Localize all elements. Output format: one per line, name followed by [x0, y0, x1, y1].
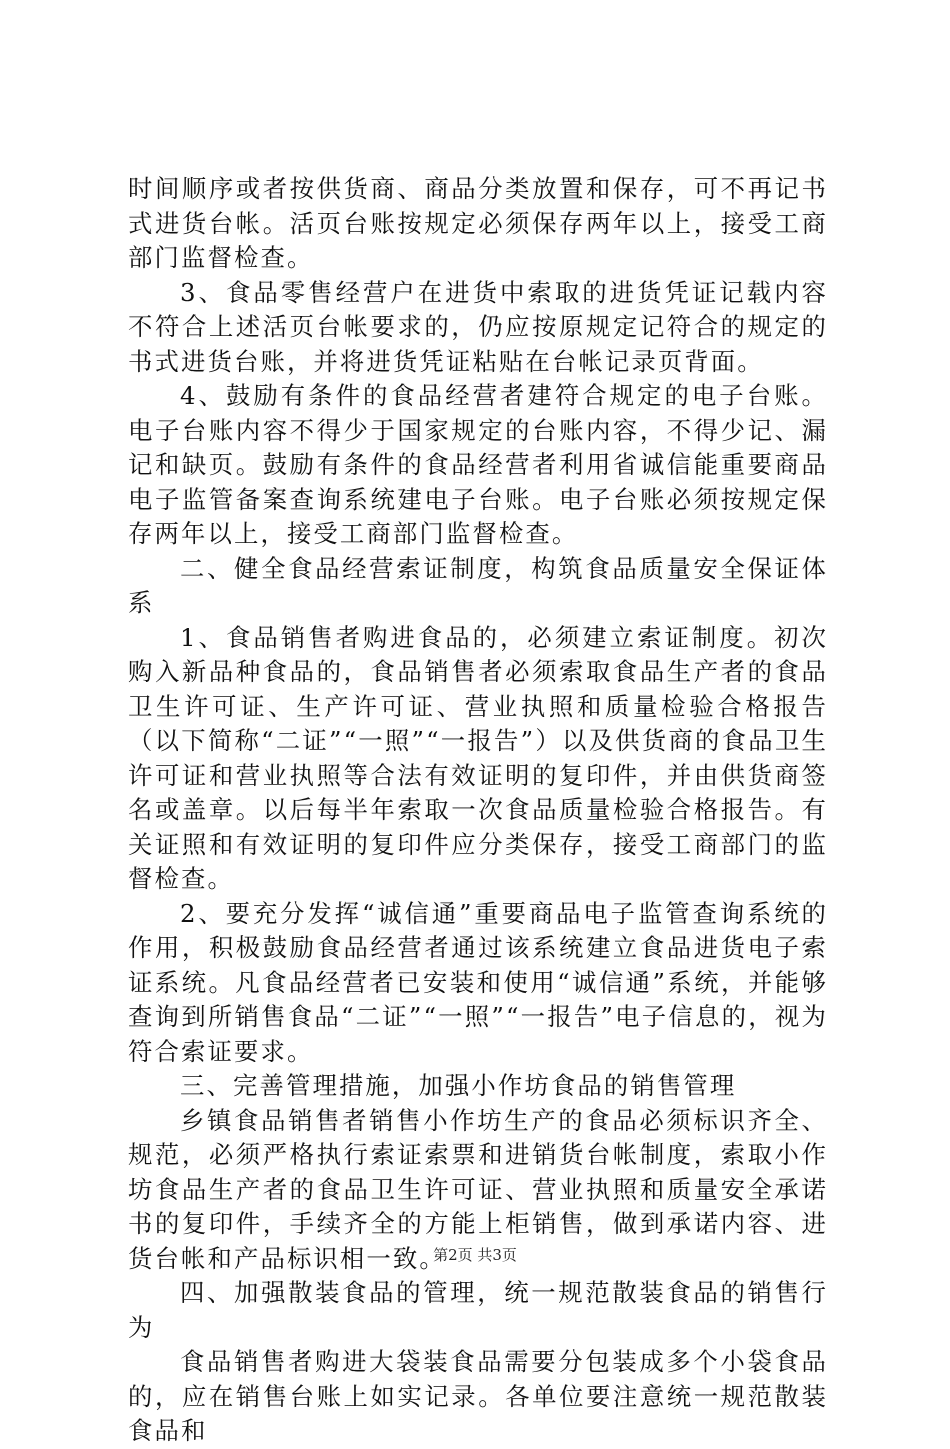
paragraph-section-3-body: 乡镇食品销售者销售小作坊生产的食品必须标识齐全、规范，必须严格执行索证索票和进销货台帐制度，索取小作坊食品生产者的食品卫生许可证、营业执照和质量安全承诺书的复印件，手续齐全的方能上柜销售，做到承诺内容、进货台帐和产品标识相一致。	[128, 1105, 828, 1273]
page-number-footer: 第2页 共3页	[433, 1246, 517, 1264]
paragraph-item-3: 3、食品零售经营户在进货中索取的进货凭证记载内容不符合上述活页台帐要求的，仍应按原规定记符合的规定的书式进货台账，并将进货凭证粘贴在台帐记录页背面。	[128, 277, 828, 376]
paragraph-continuation: 时间顺序或者按供货商、商品分类放置和保存，可不再记书式进货台帐。活页台账按规定必须保存两年以上，接受工商部门监督检查。	[128, 174, 828, 272]
section-heading-3: 三、完善管理措施，加强小作坊食品的销售管理	[180, 1071, 737, 1100]
paragraph-section-4-body: 食品销售者购进大袋装食品需要分包装成多个小袋食品的，应在销售台账上如实记录。各单位要注意统一规范散装食品和	[128, 1347, 828, 1445]
section-heading-4: 四、加强散装食品的管理，统一规范散装食品的销售行为	[128, 1278, 828, 1342]
paragraph-section-2-item-2: 2、要充分发挥“诚信通”重要商品电子监管查询系统的作用，积极鼓励食品经营者通过该系统建立食品进货电子索证系统。凡食品经营者已安装和使用“诚信通”系统，并能够查询到所销售食品“二证”“一照”“一报告”电子信息的，视为符合索证要求。	[128, 898, 828, 1066]
paragraph-section-2-item-1: 1、食品销售者购进食品的，必须建立索证制度。初次购入新品种食品的，食品销售者必须索取食品生产者的食品卫生许可证、生产许可证、营业执照和质量检验合格报告（以下简称“二证”“一照”“一报告”）以及供货商的食品卫生许可证和营业执照等合法有效证明的复印件，并由供货商签名或盖章。以后每半年索取一次食品质量检验合格报告。有关证照和有效证明的复印件应分类保存，接受工商部门的监督检查。	[128, 622, 828, 893]
paragraph-item-4: 4、鼓励有条件的食品经营者建符合规定的电子台账。电子台账内容不得少于国家规定的台账内容，不得少记、漏记和缺页。鼓励有条件的食品经营者利用省诚信能重要商品电子监管备案查询系统建电子台账。电子台账必须按规定保存两年以上，接受工商部门监督检查。	[128, 381, 828, 548]
section-heading-2: 二、健全食品经营索证制度，构筑食品质量安全保证体系	[128, 553, 828, 617]
